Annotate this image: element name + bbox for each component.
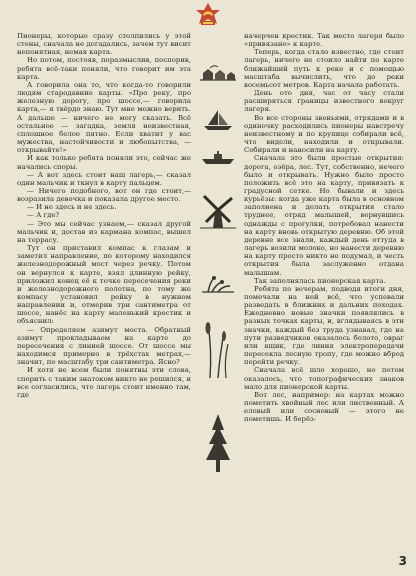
paragraph: — А где?: [27, 211, 60, 220]
sailboat-icon: [198, 108, 238, 136]
paragraph: Тут он приставил компас к глазам и заметил направление, по которому находился железнодорожный мост через речку. Потом он вернулся к карте, взял длинную рейку, приложил конец её к точке пересечения реки и железнодорожного полотна, по тому же компасу установил рейку в нужном направлении и, отмерив три сантиметра от шоссе, нанёс на карту маленький крестик и объяснил:: [17, 244, 191, 326]
pine-tree-icon: [198, 410, 238, 484]
paragraph: Вот лес, например: на картах можно пометить хвойный лес или лиственный. А еловый или сосновый — этого не пометишь. И берёз-: [244, 390, 404, 424]
ship-icon: [198, 150, 238, 170]
paragraph: Теперь, когда стало известно, где стоит лагерь, ничего не стоило найти по карте ближайший путь к реке и с помощью масштаба вычислить, что до реки восемьсот метров. Карта начала работать.: [244, 48, 404, 89]
left-text-column: [17, 32, 191, 399]
paragraph: А говорила она то, что когда-то говорили людям стародавние карты. «Про реку, про железную дорогу, про шоссе,— говорила карта,— я твёрдо знаю. Тут мне можно верить. А дальше — ничего не могу сказать. Всё остальное — загадка, земля неизвестная, сплошное белое пятно. Если хватит у вас мужества, настойчивости и любопытства, — открывайте!»: [17, 80, 191, 155]
paragraph: — Это мы сейчас узнаем,— сказал другой мальчик и, достав из кармана компас, вышел на террасу.: [17, 219, 191, 244]
paragraph: — Определяем азимут моста. Обратный азимут прокладываем на карте до пересечения с линией шоссе. От шоссе мы находимся примерно в трёхстах метрах,— значит, по масштабу три сантиметра. Ясно?: [17, 325, 191, 367]
paragraph: Пионеры, которые сразу столпились у этой стены, сначала не догадались, зачем тут висит непонятная, немая карта.: [17, 32, 191, 57]
paragraph: Так заполнялась пионерская карта.: [254, 276, 386, 285]
paragraph: И хотя не всем были понятны эти слова, спорить с таким знатоком никто не решился, и все согласились, что лагерь стоит именно там, где: [17, 366, 191, 399]
paragraph: — А вот здесь стоит наш лагерь,— сказал один мальчик и ткнул в карту пальцем.: [17, 170, 191, 187]
paragraph: — Ничего подобного, вот он где стоит,— возразила девочка и показала другое место.: [17, 186, 191, 204]
paragraph: Но потом, постояв, поразмыслив, поспорив, ребята всё-таки поняли, что говорит им эта карта.: [17, 56, 191, 81]
pioneer-badge-icon: [193, 2, 223, 28]
paragraph: День ото дня, час от часу стали расширяться границы известного вокруг лагеря.: [244, 89, 404, 114]
paragraph: Ребята по вечерам, подводя итоги дня, помечали на ней всё, что успевали разведать в ближних и дальних походах. Ежедневно новые значки появлялись в разных точках карты, и, вглядываясь в эти значки, каждый без труда узнавал, где на пути разведчиков оказалось болото, овраг или ящик, где линия электропередачи пересекла лесную тропу, где можно вброд перейти речку.: [244, 284, 404, 367]
paragraph: начерчен крестик. Так место лагеря было «привязано» к карте.: [244, 32, 404, 49]
windmill-icon: [198, 190, 238, 234]
grass-plant-icon: [198, 274, 238, 300]
reeds-icon: [198, 320, 238, 384]
page-number: 3: [398, 554, 407, 568]
paragraph: Сначала всё шло хорошо, но потом оказалось, что топографических знаков мало для пионерской карты.: [244, 366, 404, 391]
paragraph: Во все стороны звеньями, отрядами и в одиночку расходились пионеры навстречу неизвестному и по крупице собирали всё, что видели, находили и открывали. Собирали и наносили на карту.: [244, 113, 404, 155]
paragraph: И как только ребята поняли это, сейчас же начались споры.: [17, 154, 191, 171]
village-houses-icon: [198, 62, 238, 88]
paragraph: — И не здесь и не здесь.: [27, 203, 117, 212]
right-text-column: [244, 32, 404, 424]
paragraph: Сначала это были простые открытия: дорога, озёра, лес. Тут, собственно, нечего было и открывать. Нужно было просто положить всё это на карту, привязать к градусной сетке. Но бывали и здесь курьёзы: когда уже карта была в основном заполнена и делать открытия стало труднее, отряд малышей, вернувшись однажды с прогулки, потребовал нанести на карту вновь открытую деревню. Об этой деревне все знали, каждый день оттуда в лагерь возили молоко, но нанести деревню на карту просто никто не подумал, и честь открытия была заслуженно отдана малышам.: [244, 154, 404, 277]
